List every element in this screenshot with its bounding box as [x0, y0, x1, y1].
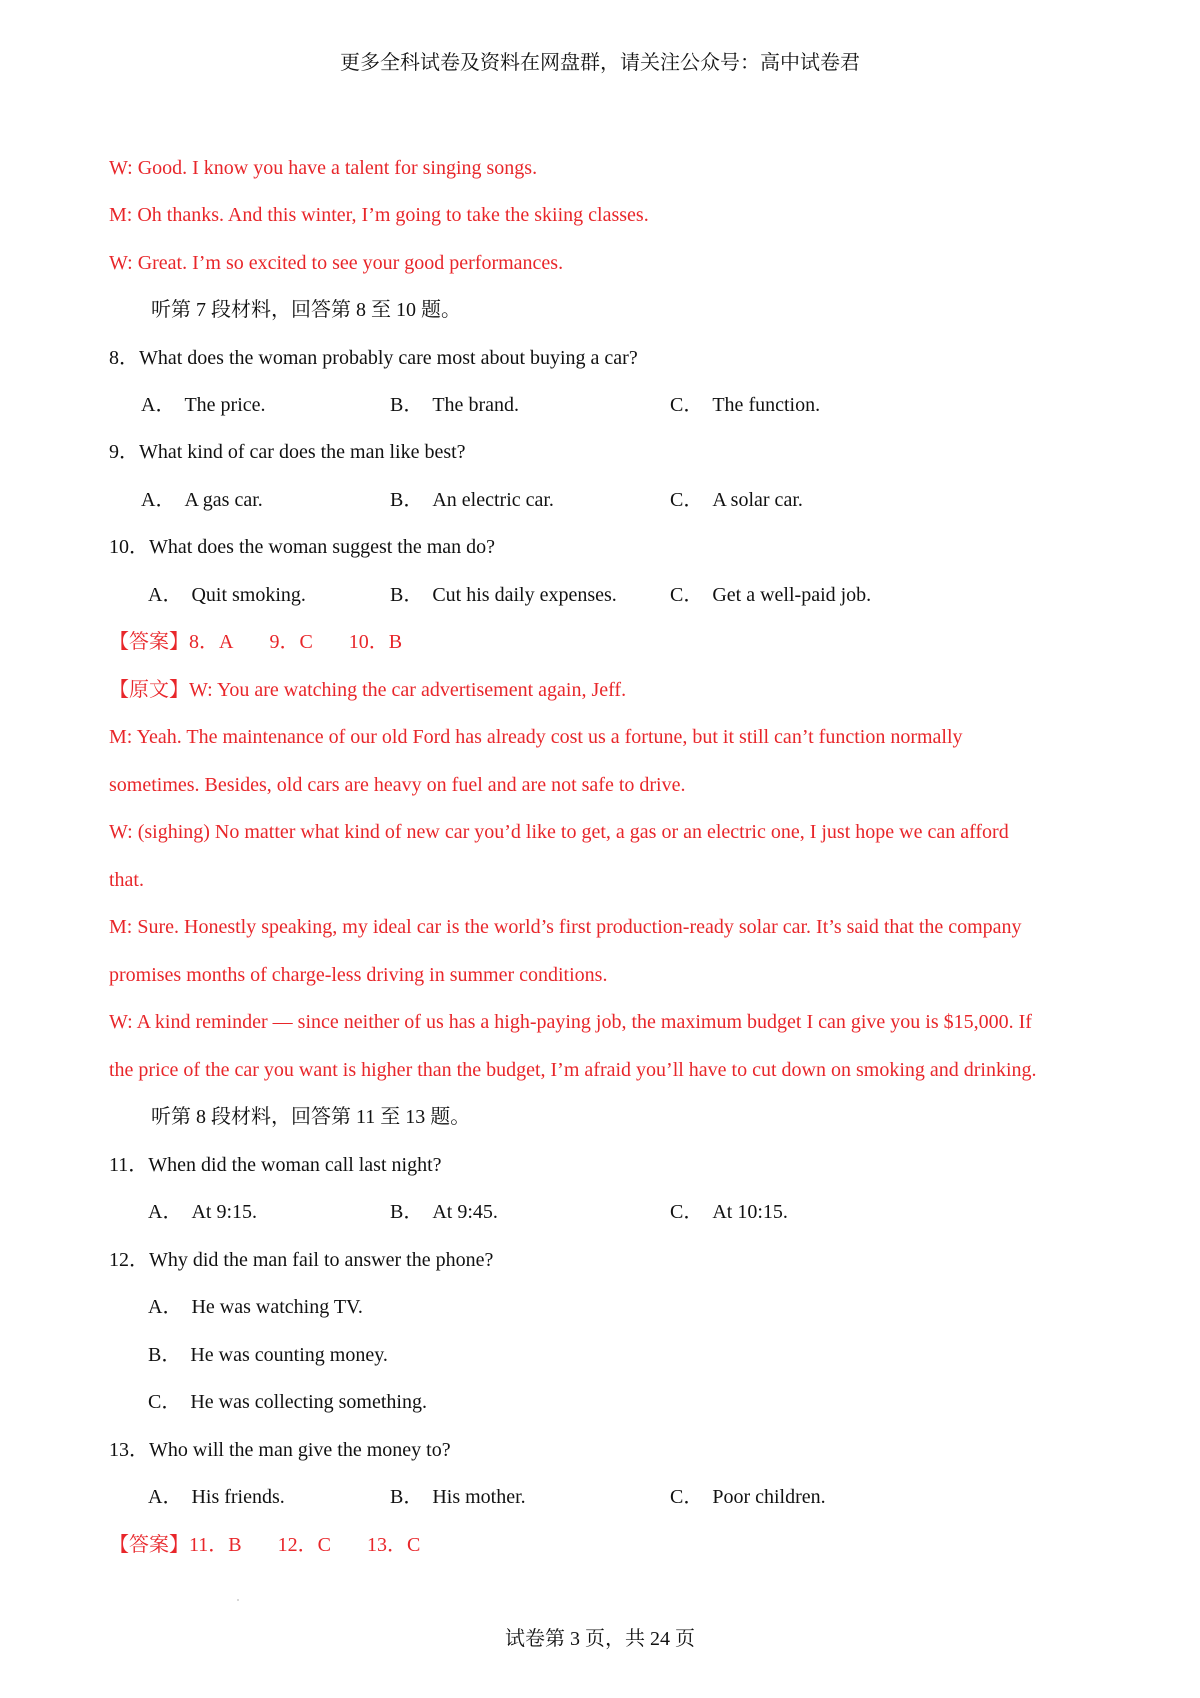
option-text: At 9:45.	[432, 1201, 498, 1223]
option-letter: A．	[141, 489, 176, 511]
option-text: He was collecting something.	[190, 1391, 427, 1413]
option-text: At 9:15.	[191, 1201, 258, 1223]
option-letter: C．	[670, 394, 704, 416]
question-9: 9．What kind of car does the man like best?	[109, 441, 466, 463]
option-letter: B．	[390, 1201, 424, 1223]
option-b	[390, 488, 554, 512]
answer-tag: 【答案】	[109, 1534, 189, 1556]
dialogue-line-m1: M: Oh thanks. And this winter, I’m going to take the skiing classes.	[109, 204, 649, 226]
option-text: The brand.	[432, 394, 519, 416]
question-12: 12．Why did the man fail to answer the phone?	[109, 1249, 494, 1271]
option-letter: B．	[390, 584, 424, 606]
option-text: At 10:15.	[712, 1201, 788, 1223]
option-c	[670, 393, 820, 417]
question-10: 10．What does the woman suggest the man do?	[109, 536, 496, 558]
option-c	[148, 1390, 427, 1414]
answer-10: 10．B	[348, 631, 403, 653]
option-c	[670, 488, 803, 512]
answer-11: 11．B	[189, 1534, 242, 1556]
option-text: Get a well-paid job.	[712, 584, 872, 606]
option-text: He was watching TV.	[191, 1296, 363, 1318]
option-a	[148, 583, 306, 607]
option-letter: B．	[390, 1486, 424, 1508]
answer-8: 8．A	[189, 631, 234, 653]
transcript-line-5: that.	[109, 869, 144, 891]
option-text: Poor children.	[712, 1486, 826, 1508]
transcript-line-1	[109, 678, 626, 702]
option-text: An electric car.	[432, 489, 554, 511]
option-text: His mother.	[432, 1486, 526, 1508]
option-letter: C．	[670, 1486, 704, 1508]
option-letter: C．	[670, 1201, 704, 1223]
answer-line-8-10	[109, 630, 402, 654]
option-a	[148, 1200, 257, 1224]
option-b	[390, 1200, 498, 1224]
transcript-line-9: the price of the car you want is higher than the budget, I’m afraid you’ll have to cut down on smoking and drinking.	[109, 1059, 1037, 1081]
transcript-line-8: W: A kind reminder — since neither of us has a high-paying job, the maximum budget I can give you is $15,000. If	[109, 1011, 1032, 1033]
dialogue-line-w2: W: Great. I’m so excited to see your good performances.	[109, 252, 564, 274]
original-tag: 【原文】	[109, 679, 189, 701]
answer-13: 13．C	[366, 1534, 421, 1556]
page-header: 更多全科试卷及资料在网盘群，请关注公众号：高中试卷君	[340, 52, 860, 74]
option-b	[390, 393, 519, 417]
transcript-line-2: M: Yeah. The maintenance of our old Ford has already cost us a fortune, but it still can’t function normally	[109, 726, 963, 748]
option-b	[148, 1343, 388, 1367]
option-text: Quit smoking.	[191, 584, 306, 606]
option-letter: A．	[148, 584, 183, 606]
option-a	[148, 1485, 285, 1509]
option-letter: C．	[148, 1391, 182, 1413]
answer-12: 12．C	[277, 1534, 331, 1556]
option-letter: A．	[148, 1486, 183, 1508]
option-a	[141, 393, 266, 417]
option-c	[670, 1485, 826, 1509]
transcript-line-3: sometimes. Besides, old cars are heavy on fuel and are not safe to drive.	[109, 774, 686, 796]
option-text: A solar car.	[712, 489, 803, 511]
option-a	[148, 1295, 363, 1319]
option-letter: C．	[670, 584, 704, 606]
option-b	[390, 583, 617, 607]
option-b	[390, 1485, 526, 1509]
section-7-instruction: 听第 7 段材料，回答第 8 至 10 题。	[151, 299, 461, 321]
option-letter: B．	[390, 489, 424, 511]
option-text: A gas car.	[184, 489, 263, 511]
option-letter: A．	[148, 1296, 183, 1318]
transcript-line-6: M: Sure. Honestly speaking, my ideal car is the world’s first production-ready solar car. It’s said that the company	[109, 916, 1022, 938]
option-letter: B．	[148, 1344, 182, 1366]
transcript-line-4: W: (sighing) No matter what kind of new car you’d like to get, a gas or an electric one, I just hope we can afford	[109, 821, 1009, 843]
scan-speck	[237, 1599, 239, 1601]
question-13: 13．Who will the man give the money to?	[109, 1439, 451, 1461]
option-text: The function.	[712, 394, 821, 416]
question-11: 11．When did the woman call last night?	[109, 1154, 442, 1176]
page-footer: 试卷第 3 页，共 24 页	[505, 1628, 695, 1650]
option-c	[670, 1200, 788, 1224]
option-text: The price.	[184, 394, 266, 416]
option-letter: A．	[148, 1201, 183, 1223]
option-letter: B．	[390, 394, 424, 416]
option-text: Cut his daily expenses.	[432, 584, 617, 606]
transcript-line-7: promises months of charge-less driving in summer conditions.	[109, 964, 608, 986]
answer-line-11-13	[109, 1533, 420, 1557]
dialogue-line-w1: W: Good. I know you have a talent for singing songs.	[109, 157, 538, 179]
section-8-instruction: 听第 8 段材料，回答第 11 至 13 题。	[151, 1106, 471, 1128]
option-text: His friends.	[191, 1486, 285, 1508]
question-8: 8．What does the woman probably care most about buying a car?	[109, 347, 638, 369]
option-letter: C．	[670, 489, 704, 511]
option-a	[141, 488, 263, 512]
answer-tag: 【答案】	[109, 631, 189, 653]
transcript-text: W: You are watching the car advertisement again, Jeff.	[189, 679, 627, 701]
option-text: He was counting money.	[190, 1344, 388, 1366]
option-letter: A．	[141, 394, 176, 416]
answer-9: 9．C	[269, 631, 313, 653]
option-c	[670, 583, 871, 607]
